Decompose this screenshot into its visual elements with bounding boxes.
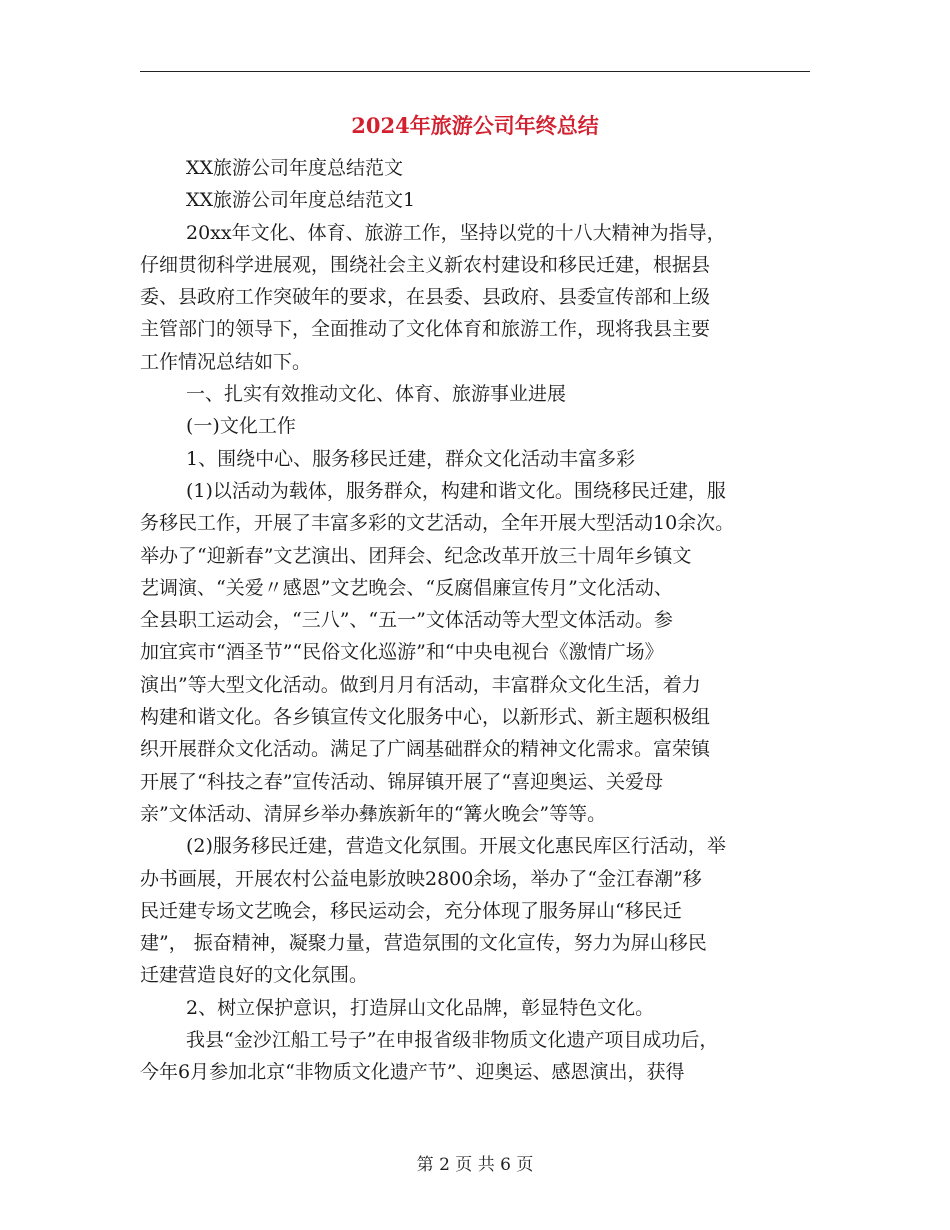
body-line: (一)文化工作 bbox=[186, 415, 296, 438]
body-line: 亲”文体活动、清屏乡举办彝族新年的“篝火晚会”等等。 bbox=[140, 802, 607, 825]
body-line: (1)以活动为载体，服务群众，构建和谐文化。围绕移民迁建，服 bbox=[186, 479, 726, 502]
header-rule bbox=[140, 71, 810, 72]
body-line: 构建和谐文化。各乡镇宣传文化服务中心，以新形式、新主题积极组 bbox=[140, 706, 711, 729]
body-line: 务移民工作，开展了丰富多彩的文艺活动，全年开展大型活动10余次。 bbox=[140, 512, 735, 535]
body-line: 艺调演、“关爱〃感恩”文艺晚会、“反腐倡廉宣传月”文化活动、 bbox=[140, 576, 673, 599]
document-title: 2024年旅游公司年终总结 bbox=[351, 113, 599, 138]
page-number-footer: 第 2 页 共 6 页 bbox=[416, 1155, 534, 1175]
body-line: 主管部门的领导下，全面推动了文化体育和旅游工作，现将我县主要 bbox=[140, 318, 711, 341]
body-line: 20xx年文化、体育、旅游工作，坚持以党的十八大精神为指导， bbox=[186, 221, 726, 244]
body-line: 演出”等大型文化活动。做到月月有活动，丰富群众文化生活，着力 bbox=[140, 673, 701, 696]
body-line: 开展了“科技之春”宣传活动、锦屏镇开展了“喜迎奥运、关爱母 bbox=[140, 770, 664, 793]
body-line: 织开展群众文化活动。满足了广阔基础群众的精神文化需求。富荣镇 bbox=[140, 738, 711, 761]
body-line: 仔细贯彻科学进展观，围绕社会主义新农村建设和移民迁建，根据县 bbox=[140, 253, 711, 276]
body-line: XX旅游公司年度总结范文1 bbox=[186, 189, 416, 212]
body-line: 1、围绕中心、服务移民迁建，群众文化活动丰富多彩 bbox=[186, 447, 636, 470]
body-line: 委、县政府工作突破年的要求，在县委、县政府、县委宣传部和上级 bbox=[140, 286, 711, 309]
body-line: 举办了“迎新春”文艺演出、团拜会、纪念改革开放三十周年乡镇文 bbox=[140, 544, 692, 567]
body-line: XX旅游公司年度总结范文 bbox=[186, 157, 404, 179]
body-line: 加宜宾市“酒圣节”“民俗文化巡游”和“中央电视台《激情广场》 bbox=[140, 641, 664, 664]
body-line: 办书画展，开展农村公益电影放映2800余场，举办了“金江春潮”移 bbox=[140, 867, 702, 890]
body-line: 今年6月参加北京“非物质文化遗产节”、迎奥运、感恩演出，获得 bbox=[140, 1061, 685, 1084]
body-line: (2)服务移民迁建，营造文化氛围。开展文化惠民库区行活动，举 bbox=[186, 835, 726, 858]
body-line: 迁建营造良好的文化氛围。 bbox=[140, 964, 369, 987]
body-line: 一、扎实有效推动文化、体育、旅游事业进展 bbox=[186, 383, 567, 406]
body-line: 2、树立保护意识，打造屏山文化品牌，彰显特色文化。 bbox=[186, 996, 655, 1019]
body-line: 工作情况总结如下。 bbox=[140, 350, 312, 373]
body-line: 民迁建专场文艺晚会，移民运动会，充分体现了服务屏山“移民迁 bbox=[140, 899, 682, 922]
body-line: 我县“金沙江船工号子”在申报省级非物质文化遗产项目成功后， bbox=[186, 1029, 719, 1052]
body-line: 全县职工运动会，“三八”、“五一”文体活动等大型文体活动。参 bbox=[140, 609, 673, 632]
body-line: 建”， 振奋精神，凝聚力量，营造氛围的文化宣传，努力为屏山移民 bbox=[140, 932, 707, 955]
document-body bbox=[140, 152, 810, 1089]
